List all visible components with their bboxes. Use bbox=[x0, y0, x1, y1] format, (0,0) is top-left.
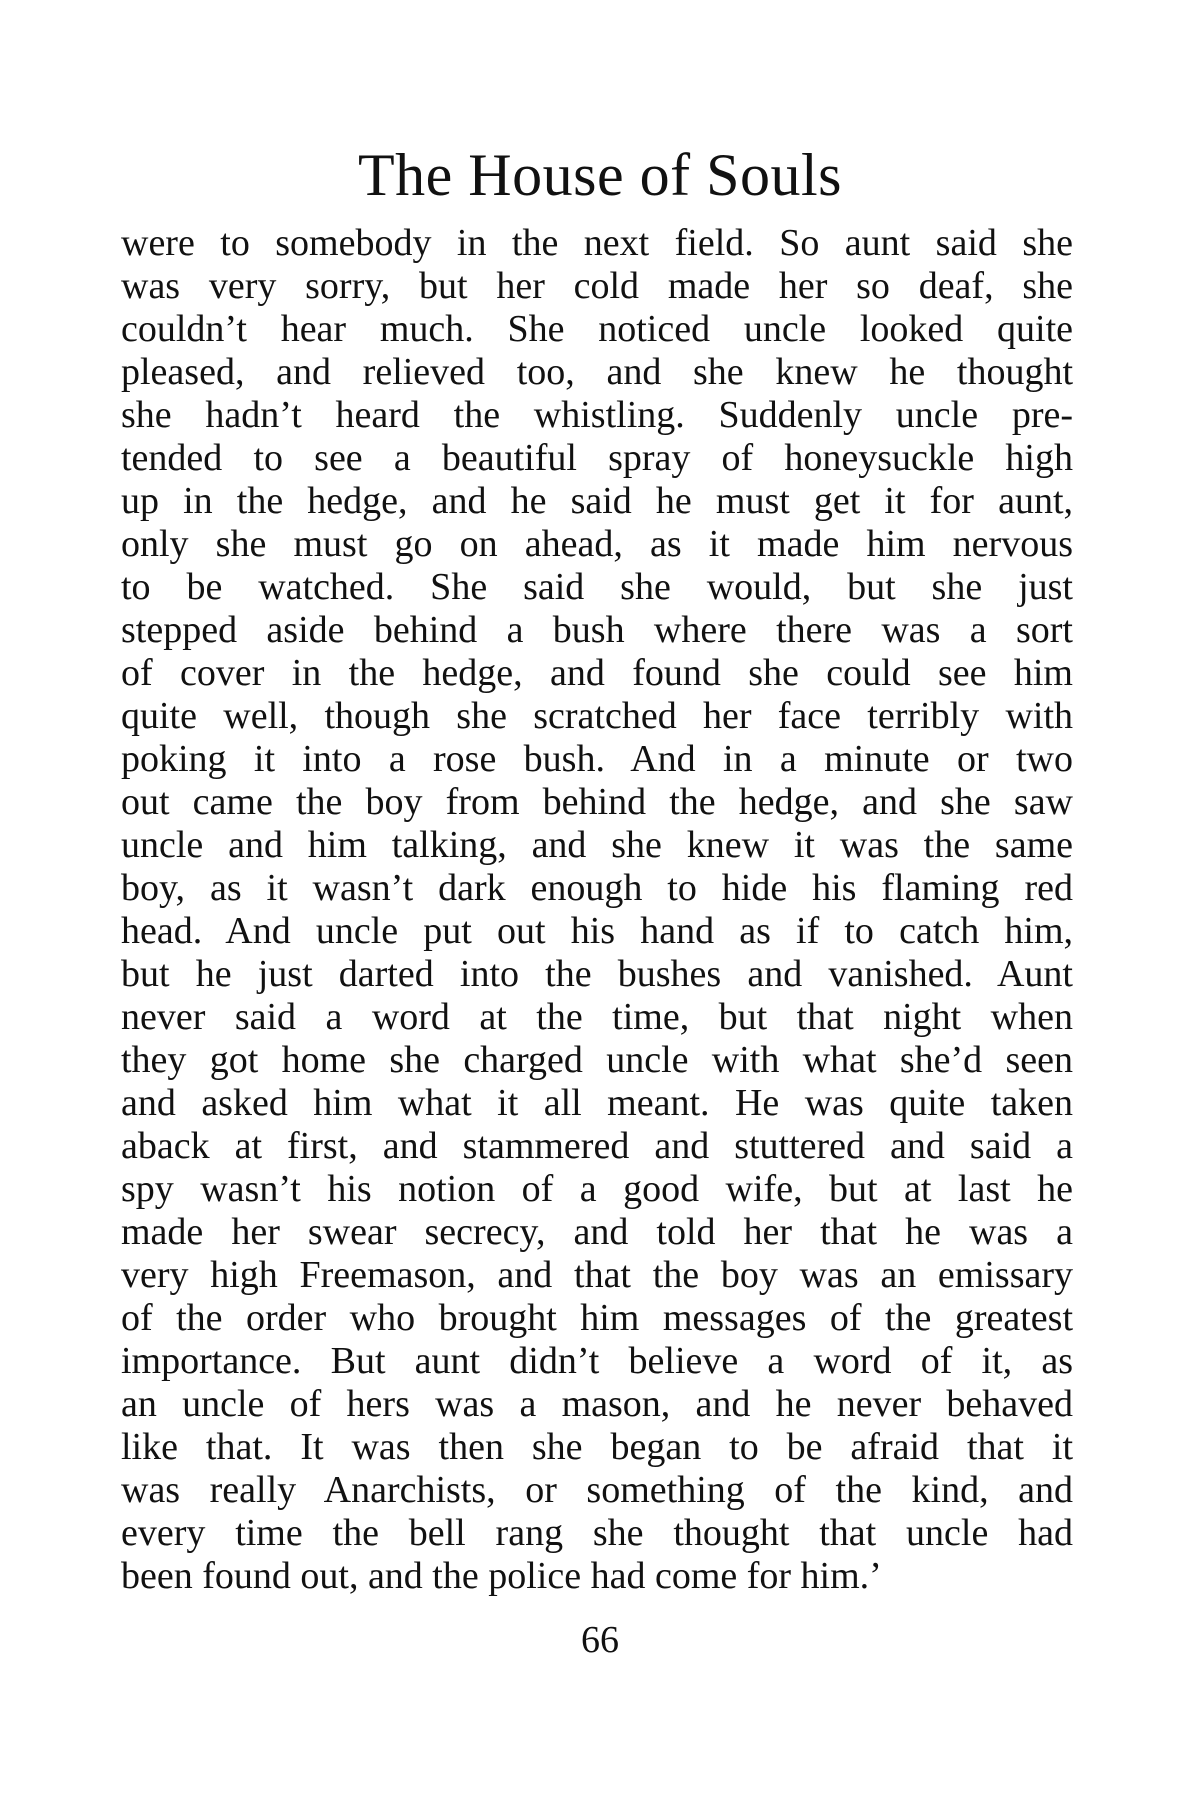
text-line: tended to see a beautiful spray of honeysuckle high bbox=[121, 437, 1073, 479]
text-line: were to somebody in the next field. So aunt said she bbox=[121, 222, 1073, 264]
text-line: was really Anarchists, or something of the kind, and bbox=[121, 1469, 1073, 1511]
text-line: they got home she charged uncle with what she’d seen bbox=[121, 1039, 1073, 1081]
text-line: importance. But aunt didn’t believe a word of it, as bbox=[121, 1340, 1073, 1382]
text-line: quite well, though she scratched her face terribly with bbox=[121, 695, 1073, 737]
running-head-title: The House of Souls bbox=[358, 142, 842, 208]
text-line-last: been found out, and the police had come for him.’ bbox=[121, 1555, 882, 1597]
text-line: made her swear secrecy, and told her that he was a bbox=[121, 1211, 1073, 1253]
text-line: of the order who brought him messages of the greatest bbox=[121, 1297, 1073, 1339]
text-line: but he just darted into the bushes and vanished. Aunt bbox=[121, 953, 1073, 995]
text-line: aback at first, and stammered and stuttered and said a bbox=[121, 1125, 1073, 1167]
text-line: and asked him what it all meant. He was quite taken bbox=[121, 1082, 1073, 1124]
body-text bbox=[121, 222, 1073, 1598]
text-line: poking it into a rose bush. And in a minute or two bbox=[121, 738, 1073, 780]
text-line: stepped aside behind a bush where there was a sort bbox=[121, 609, 1073, 651]
page-number: 66 bbox=[581, 1619, 619, 1661]
text-line: was very sorry, but her cold made her so deaf, she bbox=[121, 265, 1073, 307]
text-line: only she must go on ahead, as it made him nervous bbox=[121, 523, 1073, 565]
text-line: very high Freemason, and that the boy was an emissary bbox=[121, 1254, 1073, 1296]
text-line: couldn’t hear much. She noticed uncle looked quite bbox=[121, 308, 1073, 350]
text-line: she hadn’t heard the whistling. Suddenly uncle pre- bbox=[121, 394, 1073, 436]
text-line: uncle and him talking, and she knew it was the same bbox=[121, 824, 1073, 866]
text-line: an uncle of hers was a mason, and he never behaved bbox=[121, 1383, 1073, 1425]
text-line: out came the boy from behind the hedge, and she saw bbox=[121, 781, 1073, 823]
text-line: like that. It was then she began to be afraid that it bbox=[121, 1426, 1073, 1468]
text-line: spy wasn’t his notion of a good wife, but at last he bbox=[121, 1168, 1073, 1210]
text-line: boy, as it wasn’t dark enough to hide his flaming red bbox=[121, 867, 1073, 909]
text-line: pleased, and relieved too, and she knew he thought bbox=[121, 351, 1073, 393]
text-line: never said a word at the time, but that night when bbox=[121, 996, 1073, 1038]
text-line: head. And uncle put out his hand as if to catch him, bbox=[121, 910, 1073, 952]
text-line: every time the bell rang she thought that uncle had bbox=[121, 1512, 1073, 1554]
text-line: up in the hedge, and he said he must get it for aunt, bbox=[121, 480, 1073, 522]
text-line: of cover in the hedge, and found she could see him bbox=[121, 652, 1073, 694]
text-line: to be watched. She said she would, but she just bbox=[121, 566, 1073, 608]
